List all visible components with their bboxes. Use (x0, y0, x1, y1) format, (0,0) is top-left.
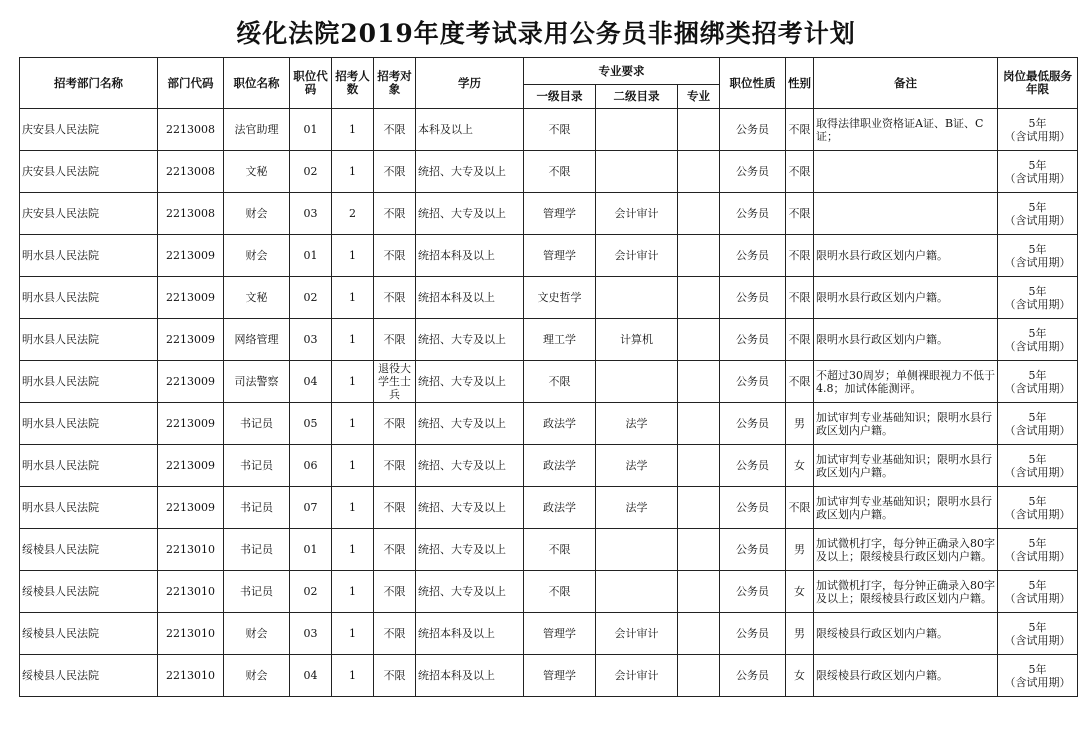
cell-position-name: 法官助理 (224, 109, 290, 151)
min-years-value: 5年 (1028, 368, 1047, 382)
min-years-value: 5年 (1028, 242, 1047, 256)
cell-target: 不限 (374, 529, 416, 571)
cell-major-l2: 法学 (596, 403, 678, 445)
min-years-trial-note: （含试用期） (1004, 633, 1071, 647)
cell-nature: 公务员 (720, 403, 786, 445)
cell-gender: 不限 (786, 487, 814, 529)
cell-target: 不限 (374, 445, 416, 487)
min-years-trial-note: （含试用期） (1004, 171, 1071, 185)
cell-dept-name: 庆安县人民法院 (20, 193, 158, 235)
min-years-value: 5年 (1028, 620, 1047, 634)
cell-min-years (998, 109, 1078, 151)
cell-position-name: 书记员 (224, 529, 290, 571)
cell-nature: 公务员 (720, 613, 786, 655)
cell-remark: 加试审判专业基础知识；限明水县行政区划内户籍。 (814, 403, 998, 445)
cell-position-name: 财会 (224, 193, 290, 235)
table-row (20, 235, 1078, 277)
cell-nature: 公务员 (720, 571, 786, 613)
cell-remark: 加试审判专业基础知识；限明水县行政区划内户籍。 (814, 487, 998, 529)
cell-dept-code: 2213009 (158, 319, 224, 361)
cell-dept-name: 明水县人民法院 (20, 487, 158, 529)
header-headcount: 招考人数 (332, 58, 374, 109)
cell-major (678, 361, 720, 403)
cell-gender: 女 (786, 655, 814, 697)
cell-education: 统招、大专及以上 (416, 571, 524, 613)
cell-dept-code: 2213010 (158, 571, 224, 613)
cell-major-l1: 不限 (524, 571, 596, 613)
cell-nature: 公务员 (720, 193, 786, 235)
min-years-trial-note: （含试用期） (1004, 675, 1071, 689)
page-title: 绥化法院2019年度考试录用公务员非捆绑类招考计划 (236, 19, 856, 48)
min-years-trial-note: （含试用期） (1004, 507, 1071, 521)
header-target: 招考对象 (374, 58, 416, 109)
cell-major-l2: 会计审计 (596, 235, 678, 277)
cell-headcount: 1 (332, 109, 374, 151)
cell-major (678, 445, 720, 487)
table-row (20, 193, 1078, 235)
header-position-name: 职位名称 (224, 58, 290, 109)
cell-major-l1: 政法学 (524, 445, 596, 487)
cell-position-name: 书记员 (224, 487, 290, 529)
cell-target: 不限 (374, 655, 416, 697)
cell-dept-name: 明水县人民法院 (20, 361, 158, 403)
cell-dept-name: 明水县人民法院 (20, 445, 158, 487)
table-row (20, 361, 1078, 403)
cell-position-code: 05 (290, 403, 332, 445)
cell-major-l1: 政法学 (524, 403, 596, 445)
cell-dept-code: 2213008 (158, 151, 224, 193)
cell-major-l1: 不限 (524, 151, 596, 193)
cell-min-years (998, 235, 1078, 277)
header-min-years: 岗位最低服务年限 (998, 58, 1078, 109)
cell-gender: 不限 (786, 277, 814, 319)
header-education: 学历 (416, 58, 524, 109)
min-years-value: 5年 (1028, 326, 1047, 340)
cell-dept-code: 2213009 (158, 403, 224, 445)
cell-position-name: 书记员 (224, 445, 290, 487)
table-row (20, 277, 1078, 319)
header-major: 专业 (678, 85, 720, 109)
table-row (20, 571, 1078, 613)
cell-nature: 公务员 (720, 277, 786, 319)
cell-dept-code: 2213010 (158, 613, 224, 655)
cell-position-name: 书记员 (224, 403, 290, 445)
cell-major-l2 (596, 277, 678, 319)
cell-min-years (998, 361, 1078, 403)
min-years-value: 5年 (1028, 578, 1047, 592)
table-body (20, 109, 1078, 697)
header-major-l2: 二级目录 (596, 85, 678, 109)
cell-target: 不限 (374, 403, 416, 445)
cell-dept-name: 庆安县人民法院 (20, 151, 158, 193)
cell-headcount: 1 (332, 613, 374, 655)
cell-gender: 男 (786, 403, 814, 445)
cell-headcount: 1 (332, 361, 374, 403)
cell-remark: 不超过30周岁；单侧裸眼视力不低于4.8；加试体能测评。 (814, 361, 998, 403)
cell-major (678, 613, 720, 655)
cell-target: 不限 (374, 613, 416, 655)
cell-headcount: 1 (332, 151, 374, 193)
cell-remark: 限绥棱县行政区划内户籍。 (814, 655, 998, 697)
cell-major-l2: 会计审计 (596, 193, 678, 235)
cell-position-code: 02 (290, 151, 332, 193)
cell-gender: 不限 (786, 361, 814, 403)
cell-min-years (998, 193, 1078, 235)
cell-major-l2 (596, 529, 678, 571)
min-years-trial-note: （含试用期） (1004, 381, 1071, 395)
cell-major (678, 151, 720, 193)
cell-headcount: 1 (332, 571, 374, 613)
min-years-value: 5年 (1028, 158, 1047, 172)
cell-dept-name: 绥棱县人民法院 (20, 529, 158, 571)
table-row (20, 445, 1078, 487)
header-remark: 备注 (814, 58, 998, 109)
cell-nature: 公务员 (720, 151, 786, 193)
cell-min-years (998, 403, 1078, 445)
cell-gender: 女 (786, 445, 814, 487)
cell-position-code: 01 (290, 529, 332, 571)
cell-min-years (998, 151, 1078, 193)
min-years-value: 5年 (1028, 452, 1047, 466)
cell-position-name: 文秘 (224, 151, 290, 193)
cell-major (678, 277, 720, 319)
cell-headcount: 1 (332, 487, 374, 529)
cell-position-name: 网络管理 (224, 319, 290, 361)
cell-dept-name: 明水县人民法院 (20, 277, 158, 319)
cell-major-l2: 法学 (596, 487, 678, 529)
header-major-l1: 一级目录 (524, 85, 596, 109)
cell-target: 不限 (374, 109, 416, 151)
cell-min-years (998, 277, 1078, 319)
cell-nature: 公务员 (720, 487, 786, 529)
cell-headcount: 1 (332, 319, 374, 361)
cell-dept-name: 明水县人民法院 (20, 235, 158, 277)
cell-nature: 公务员 (720, 529, 786, 571)
cell-remark: 加试微机打字，每分钟正确录入80字及以上；限绥棱县行政区划内户籍。 (814, 529, 998, 571)
min-years-value: 5年 (1028, 410, 1047, 424)
cell-headcount: 1 (332, 235, 374, 277)
min-years-value: 5年 (1028, 494, 1047, 508)
cell-headcount: 2 (332, 193, 374, 235)
cell-position-name: 文秘 (224, 277, 290, 319)
min-years-trial-note: （含试用期） (1004, 213, 1071, 227)
cell-major-l2: 法学 (596, 445, 678, 487)
min-years-trial-note: （含试用期） (1004, 255, 1071, 269)
cell-position-code: 07 (290, 487, 332, 529)
cell-dept-code: 2213010 (158, 529, 224, 571)
cell-dept-name: 庆安县人民法院 (20, 109, 158, 151)
cell-major (678, 109, 720, 151)
header-dept-code: 部门代码 (158, 58, 224, 109)
cell-remark: 加试审判专业基础知识；限明水县行政区划内户籍。 (814, 445, 998, 487)
cell-target: 不限 (374, 193, 416, 235)
cell-dept-code: 2213009 (158, 487, 224, 529)
cell-education: 统招本科及以上 (416, 613, 524, 655)
cell-major-l1: 不限 (524, 361, 596, 403)
cell-target: 不限 (374, 151, 416, 193)
cell-gender: 女 (786, 571, 814, 613)
cell-dept-code: 2213008 (158, 109, 224, 151)
cell-position-code: 03 (290, 319, 332, 361)
cell-position-name: 财会 (224, 235, 290, 277)
cell-major-l1: 管理学 (524, 655, 596, 697)
min-years-trial-note: （含试用期） (1004, 549, 1071, 563)
cell-gender: 不限 (786, 109, 814, 151)
cell-headcount: 1 (332, 445, 374, 487)
cell-nature: 公务员 (720, 235, 786, 277)
cell-remark: 限绥棱县行政区划内户籍。 (814, 613, 998, 655)
cell-major-l1: 政法学 (524, 487, 596, 529)
cell-min-years (998, 529, 1078, 571)
cell-position-code: 04 (290, 361, 332, 403)
cell-education: 本科及以上 (416, 109, 524, 151)
cell-major (678, 403, 720, 445)
cell-dept-code: 2213009 (158, 445, 224, 487)
cell-major-l1: 管理学 (524, 235, 596, 277)
cell-nature: 公务员 (720, 319, 786, 361)
cell-target: 退役大学生士兵 (374, 361, 416, 403)
header-dept-name: 招考部门名称 (20, 58, 158, 109)
cell-major (678, 235, 720, 277)
cell-major-l1: 文史哲学 (524, 277, 596, 319)
cell-major-l2: 计算机 (596, 319, 678, 361)
cell-remark: 限明水县行政区划内户籍。 (814, 277, 998, 319)
cell-gender: 不限 (786, 193, 814, 235)
min-years-value: 5年 (1028, 200, 1047, 214)
cell-major-l1: 管理学 (524, 193, 596, 235)
cell-target: 不限 (374, 571, 416, 613)
cell-dept-code: 2213009 (158, 361, 224, 403)
header-gender: 性别 (786, 58, 814, 109)
cell-dept-code: 2213008 (158, 193, 224, 235)
cell-major (678, 193, 720, 235)
table-row (20, 151, 1078, 193)
cell-target: 不限 (374, 235, 416, 277)
cell-dept-code: 2213009 (158, 235, 224, 277)
min-years-value: 5年 (1028, 662, 1047, 676)
recruitment-table (19, 57, 1078, 697)
cell-position-name: 财会 (224, 655, 290, 697)
cell-min-years (998, 571, 1078, 613)
cell-education: 统招、大专及以上 (416, 487, 524, 529)
cell-position-code: 03 (290, 193, 332, 235)
cell-education: 统招本科及以上 (416, 277, 524, 319)
table-row (20, 487, 1078, 529)
header-major-requirement: 专业要求 (524, 58, 720, 85)
cell-dept-name: 绥棱县人民法院 (20, 655, 158, 697)
cell-nature: 公务员 (720, 445, 786, 487)
cell-major-l2: 会计审计 (596, 655, 678, 697)
cell-dept-name: 绥棱县人民法院 (20, 571, 158, 613)
cell-target: 不限 (374, 487, 416, 529)
cell-gender: 不限 (786, 235, 814, 277)
min-years-value: 5年 (1028, 116, 1047, 130)
cell-education: 统招、大专及以上 (416, 361, 524, 403)
cell-nature: 公务员 (720, 109, 786, 151)
cell-position-code: 06 (290, 445, 332, 487)
table-row (20, 403, 1078, 445)
cell-education: 统招本科及以上 (416, 235, 524, 277)
min-years-trial-note: （含试用期） (1004, 423, 1071, 437)
cell-major (678, 487, 720, 529)
cell-major-l1: 理工学 (524, 319, 596, 361)
table-row (20, 529, 1078, 571)
cell-remark: 限明水县行政区划内户籍。 (814, 235, 998, 277)
cell-position-name: 书记员 (224, 571, 290, 613)
cell-education: 统招、大专及以上 (416, 151, 524, 193)
cell-remark (814, 151, 998, 193)
cell-major (678, 529, 720, 571)
min-years-trial-note: （含试用期） (1004, 339, 1071, 353)
cell-headcount: 1 (332, 655, 374, 697)
cell-education: 统招、大专及以上 (416, 529, 524, 571)
cell-gender: 男 (786, 529, 814, 571)
cell-major (678, 319, 720, 361)
cell-min-years (998, 319, 1078, 361)
cell-position-code: 01 (290, 235, 332, 277)
cell-major-l2: 会计审计 (596, 613, 678, 655)
cell-min-years (998, 445, 1078, 487)
cell-gender: 男 (786, 613, 814, 655)
table-row (20, 319, 1078, 361)
cell-position-name: 司法警察 (224, 361, 290, 403)
min-years-trial-note: （含试用期） (1004, 465, 1071, 479)
cell-nature: 公务员 (720, 655, 786, 697)
cell-major (678, 655, 720, 697)
cell-headcount: 1 (332, 277, 374, 319)
table-row (20, 655, 1078, 697)
cell-major-l1: 管理学 (524, 613, 596, 655)
cell-dept-code: 2213009 (158, 277, 224, 319)
cell-gender: 不限 (786, 151, 814, 193)
cell-education: 统招、大专及以上 (416, 445, 524, 487)
min-years-trial-note: （含试用期） (1004, 297, 1071, 311)
cell-major-l2 (596, 109, 678, 151)
cell-major (678, 571, 720, 613)
min-years-trial-note: （含试用期） (1004, 129, 1071, 143)
cell-position-code: 02 (290, 277, 332, 319)
cell-position-name: 财会 (224, 613, 290, 655)
cell-headcount: 1 (332, 403, 374, 445)
cell-major-l2 (596, 151, 678, 193)
cell-headcount: 1 (332, 529, 374, 571)
cell-min-years (998, 655, 1078, 697)
cell-position-code: 01 (290, 109, 332, 151)
cell-dept-name: 绥棱县人民法院 (20, 613, 158, 655)
cell-nature: 公务员 (720, 361, 786, 403)
cell-remark: 限明水县行政区划内户籍。 (814, 319, 998, 361)
table-row (20, 109, 1078, 151)
cell-position-code: 03 (290, 613, 332, 655)
cell-education: 统招、大专及以上 (416, 319, 524, 361)
cell-education: 统招本科及以上 (416, 655, 524, 697)
min-years-trial-note: （含试用期） (1004, 591, 1071, 605)
cell-position-code: 04 (290, 655, 332, 697)
cell-dept-name: 明水县人民法院 (20, 319, 158, 361)
cell-dept-code: 2213010 (158, 655, 224, 697)
table-row (20, 613, 1078, 655)
cell-target: 不限 (374, 319, 416, 361)
cell-position-code: 02 (290, 571, 332, 613)
cell-major-l1: 不限 (524, 529, 596, 571)
cell-major-l2 (596, 361, 678, 403)
cell-target: 不限 (374, 277, 416, 319)
min-years-value: 5年 (1028, 536, 1047, 550)
cell-gender: 不限 (786, 319, 814, 361)
cell-min-years (998, 613, 1078, 655)
min-years-value: 5年 (1028, 284, 1047, 298)
cell-education: 统招、大专及以上 (416, 193, 524, 235)
cell-major-l1: 不限 (524, 109, 596, 151)
header-nature: 职位性质 (720, 58, 786, 109)
cell-major-l2 (596, 571, 678, 613)
cell-min-years (998, 487, 1078, 529)
header-position-code: 职位代码 (290, 58, 332, 109)
cell-education: 统招、大专及以上 (416, 403, 524, 445)
cell-dept-name: 明水县人民法院 (20, 403, 158, 445)
cell-remark: 取得法律职业资格证A证、B证、C证； (814, 109, 998, 151)
cell-remark: 加试微机打字，每分钟正确录入80字及以上；限绥棱县行政区划内户籍。 (814, 571, 998, 613)
cell-remark (814, 193, 998, 235)
